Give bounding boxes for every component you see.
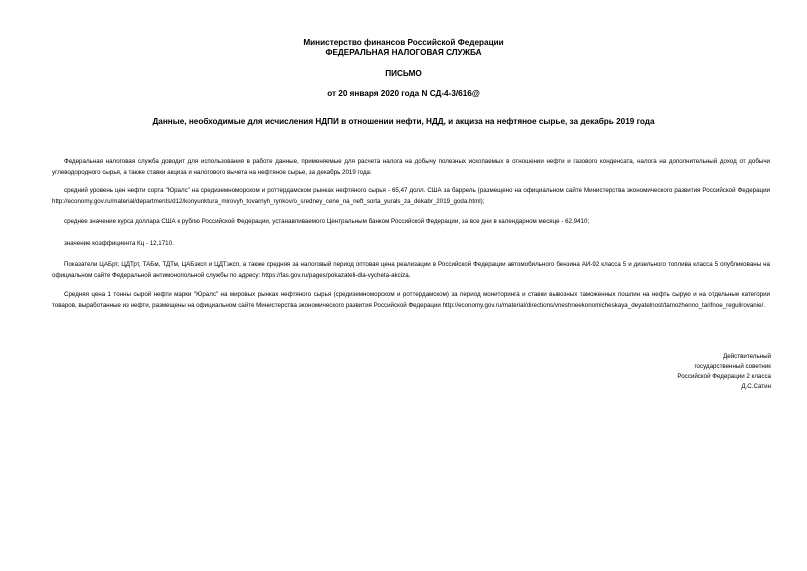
signature-title-line3: Российской Федерации 2 класса [677,373,771,380]
signature-title-line1: Действительный [723,353,771,360]
paragraph-urals-price-text: Средняя цена 1 тонны сырой нефти марки "Юралс" на мировых рынках нефтяного сырья (средиземноморском и роттердамском) за период мониторинга и ставки вывозных таможенных пошлин на нефть сырую и на отдельные категории товаров, выработанные из нефти, размещены на официальном сайте Министерства экономического развития Российской Федерации http://economy.gov.ru/material/directions/vneshneekonomicheskaya_deyatelnost/tamozhenno_tarifnoe_regulirovanie/. [52,291,770,309]
paragraph-coefficient-text: значение коэффициента Кц - 12,1710. [64,240,174,247]
paragraph-intro-text: Федеральная налоговая служба доводит для использования в работе данные, применяемые для расчета налога на добычу полезных ископаемых в отношении нефти и газового конденсата, налога на дополнительный доход от добычи углеводородного сырья, а также ставки акциза и налогового вычета на нефтяное сырье, за декабрь 2019 года: [52,158,770,176]
document-date-number: от 20 января 2020 года N СД-4-3/616@ [327,89,480,98]
paragraph-indicators-text: Показатели ЦАБрт, ЦДТрт, ТАБм, ТДТм, ЦАБэксп и ЦДТэксп, а также средняя за налоговый период оптовая цена реализации в Российской Федерации автомобильного бензина АИ-92 класса 5 и дизельного топлива класса 5 опубликованы на официальном сайте Федеральной антимонопольной службы по адресу: https://fas.gov.ru/pages/pokazateli-dla-vycheta-akciza. [52,261,770,279]
paragraph-oil-price [52,186,770,207]
signature-title-line2: государственный советник [694,363,771,370]
document-title: Данные, необходимые для исчисления НДПИ в отношении нефти, НДД, и акциза на нефтяное сырье, за декабрь 2019 года [152,117,655,126]
document-type: ПИСЬМО [385,69,422,78]
paragraph-exchange-rate [52,217,770,228]
paragraph-urals-price [52,290,770,311]
signature-name: Д.С.Сатин [741,383,771,390]
ministry-name: Министерство финансов Российской Федерации [303,38,504,47]
paragraph-coefficient [52,239,770,250]
paragraph-intro [52,157,770,178]
service-name: ФЕДЕРАЛЬНАЯ НАЛОГОВАЯ СЛУЖБА [325,48,482,57]
paragraph-exchange-rate-text: среднее значение курса доллара США к рублю Российской Федерации, устанавливаемого Центральным банком Российской Федерации, за все дни в календарном месяце - 62,9410; [64,218,590,225]
paragraph-oil-price-text: средний уровень цен нефти сорта "Юралс" на средиземноморском и роттердамском рынках нефтяного сырья - 65,47 долл. США за баррель (размещено на официальном сайте Министерства экономического развития Российской Федерации http://economy.gov.ru/material/departments/d12/konyunktura_mirovyh_tovarnyh_rynkov/o_sredney_cene_na_neft_sorta_yurals_za_dekabr_2019_goda.html); [52,187,770,205]
paragraph-indicators [52,260,770,281]
